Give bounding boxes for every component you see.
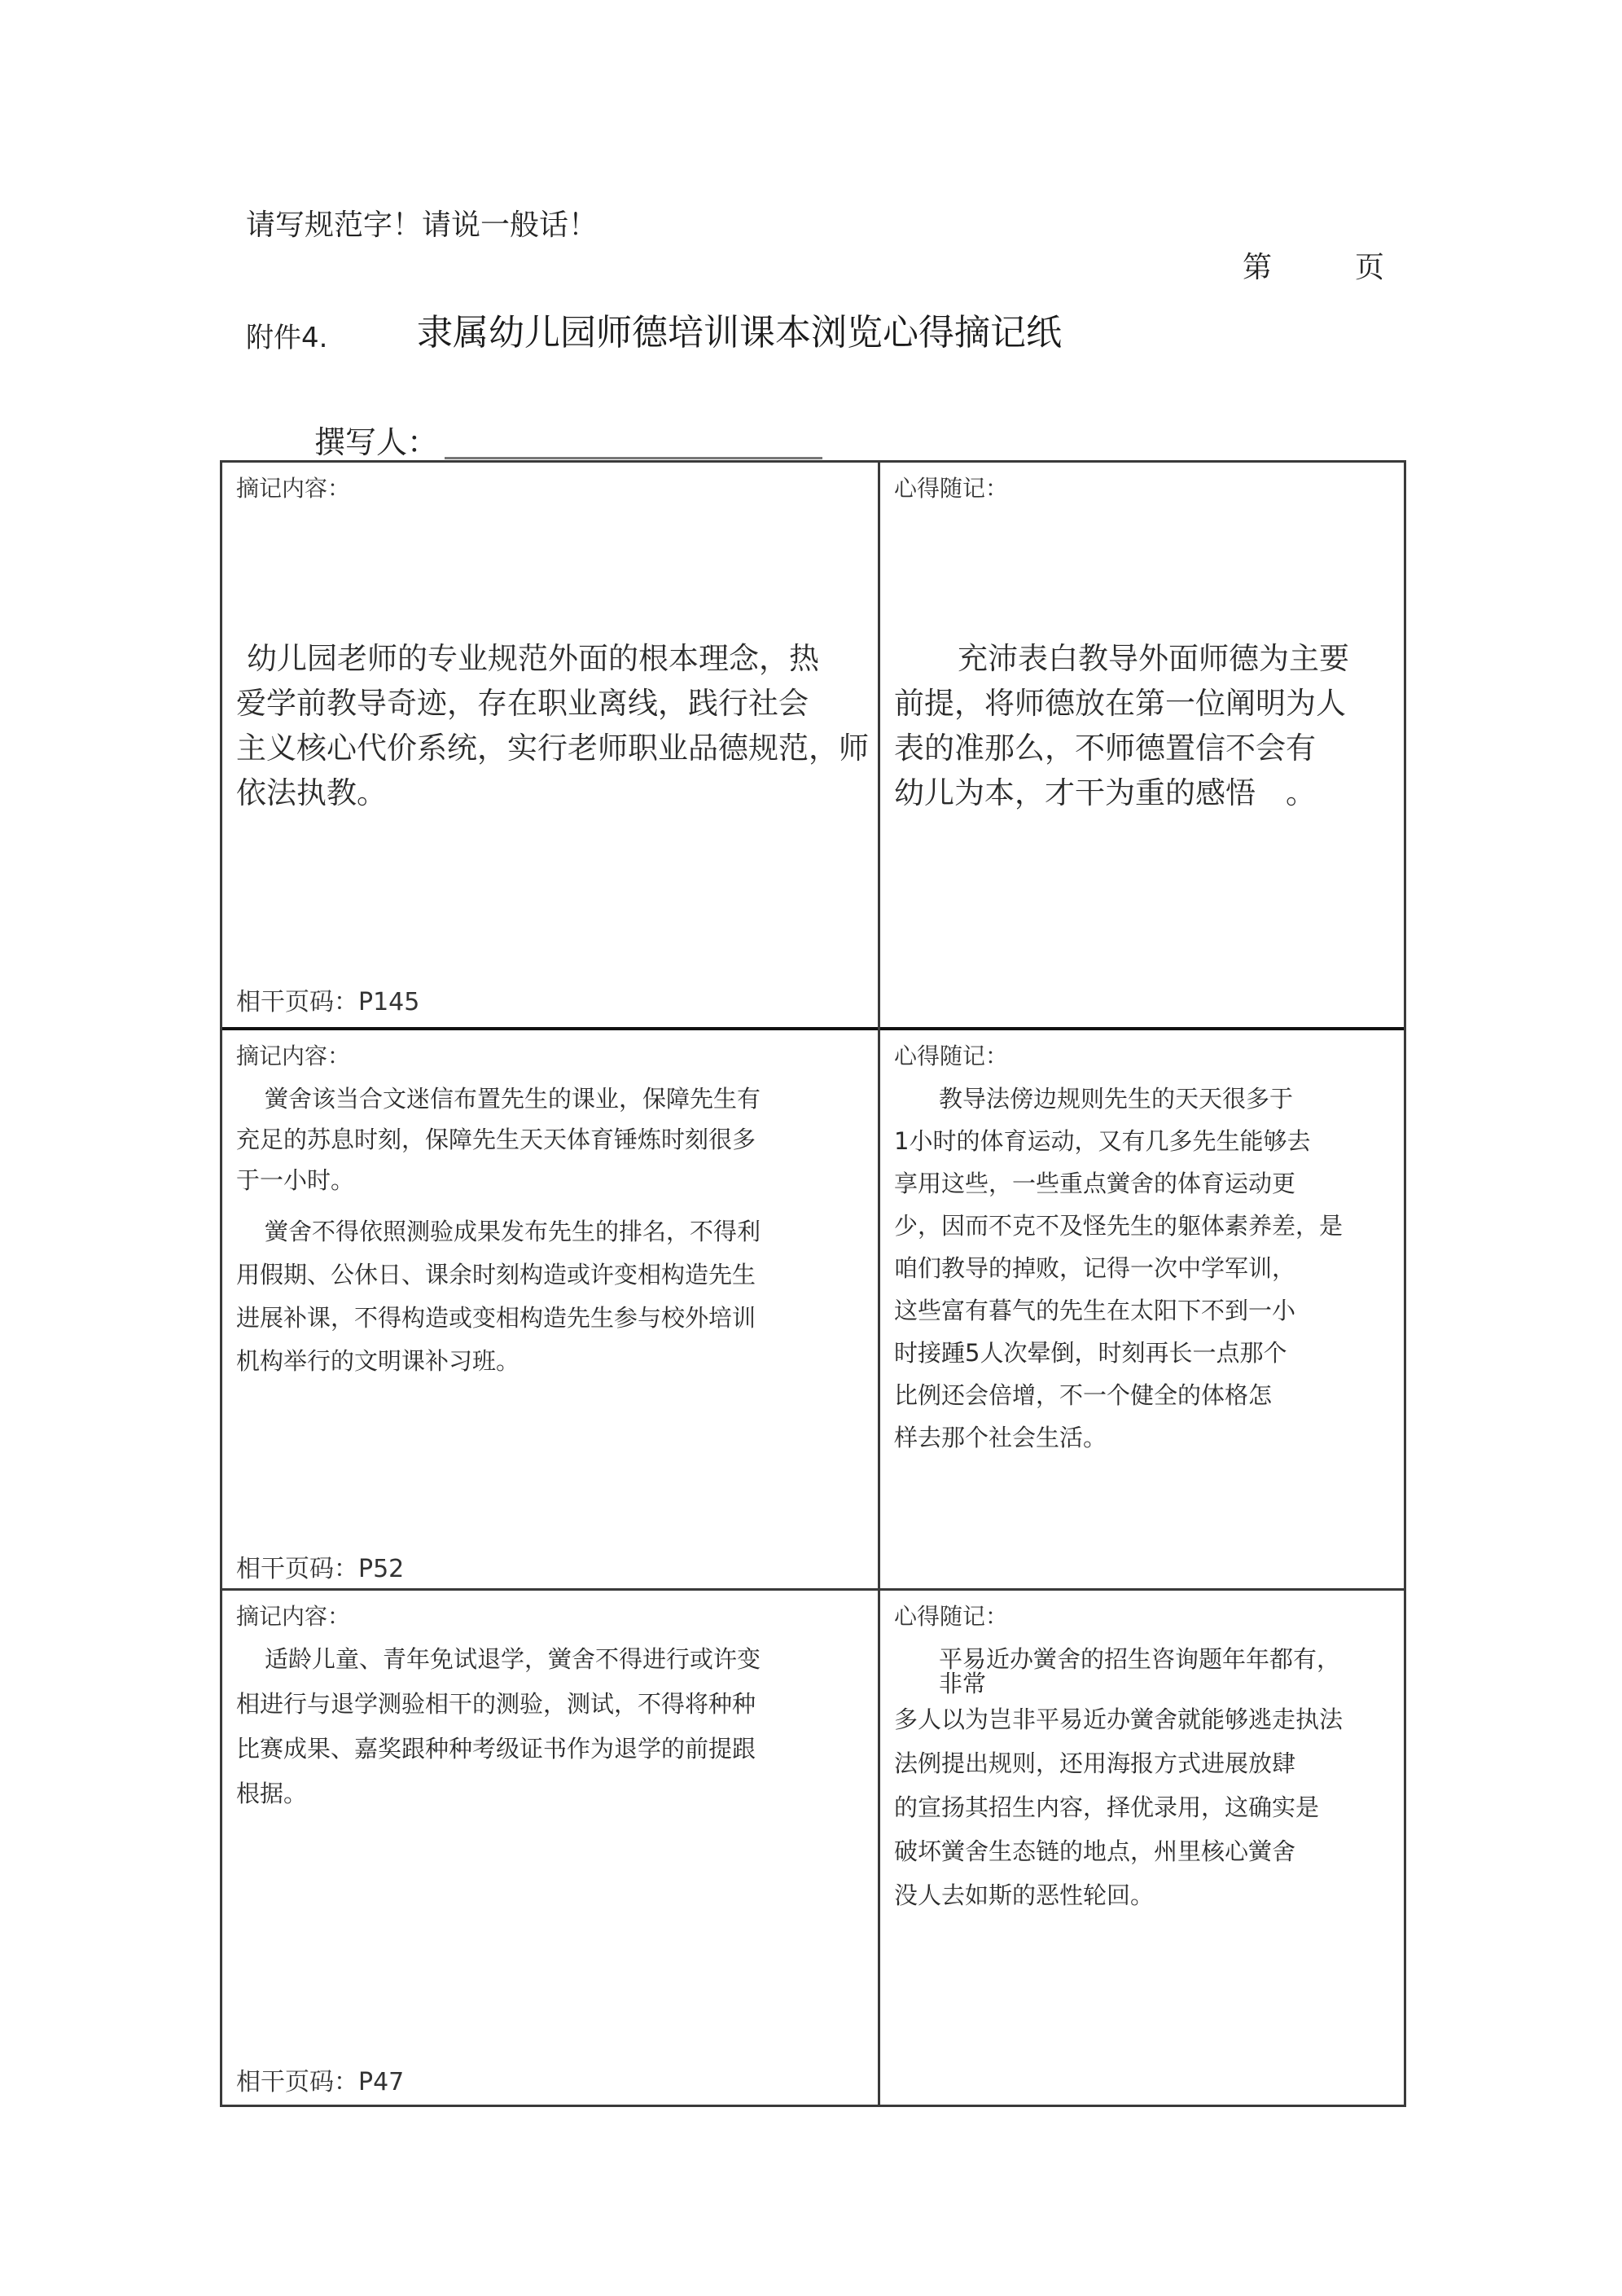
reflection-line: 的宣扬其招生内容，择优录用，这确实是	[894, 1793, 1320, 1821]
reflection-line: 比例还会倍增，不一个健全的体格怎	[894, 1381, 1273, 1409]
excerpt-label: 摘记内容：	[236, 475, 351, 502]
reflection-line: 时接踵5人次晕倒，时刻再长一点那个	[894, 1339, 1287, 1367]
reflection-line: 法例提出规则，还用海报方式进展放肆	[894, 1749, 1296, 1777]
excerpt-line: 于一小时。	[236, 1166, 355, 1194]
excerpt-line: 根据。	[236, 1780, 308, 1807]
reflection-line: 样去那个社会生活。	[894, 1424, 1107, 1451]
reflection-cell	[880, 463, 1404, 1027]
reflection-cell	[880, 1591, 1404, 2105]
reflection-line: 幼儿为本，才干为重的感悟 。	[894, 775, 1316, 810]
excerpt-label: 摘记内容：	[236, 1603, 351, 1630]
reflection-line: 1小时的体育运动，又有几多先生能够去	[894, 1127, 1311, 1155]
excerpt-cell	[222, 1591, 878, 2105]
excerpt-line: 用假期、公休日、课余时刻构造或许变相构造先生	[236, 1261, 756, 1288]
excerpt-line: 依法执教。	[236, 775, 387, 810]
reflection-line: 没人去如斯的恶性轮回。	[894, 1881, 1155, 1909]
reflection-line: 充沛表白教导外面师德为主要	[958, 641, 1349, 676]
reflection-label: 心得随记：	[894, 475, 1009, 502]
document-title: 隶属幼儿园师德培训课本浏览心得摘记纸	[417, 312, 1062, 353]
excerpt-cell	[222, 1030, 878, 1588]
page-reference: 相干页码：P47	[236, 2068, 405, 2096]
excerpt-line: 黉舍不得依照测验成果发布先生的排名，不得利	[265, 1218, 761, 1245]
author-signature-line[interactable]	[445, 457, 822, 459]
reflection-line: 咱们教导的掉败，记得一次中学军训，	[894, 1254, 1296, 1282]
reflection-line: 非常	[939, 1670, 987, 1697]
page-label-di: 第	[1243, 251, 1273, 284]
table-border-right	[1404, 460, 1406, 2107]
excerpt-cell	[222, 463, 878, 1027]
excerpt-line: 幼儿园老师的专业规范外面的根本理念，热	[247, 641, 819, 676]
author-label: 撰写人：	[314, 424, 439, 460]
reflection-label: 心得随记：	[894, 1043, 1009, 1069]
reflection-line: 表的准那么，不师德置信不会有	[894, 731, 1316, 766]
excerpt-line: 比赛成果、嘉奖跟种种考级证书作为退学的前提跟	[236, 1735, 756, 1763]
excerpt-line: 机构举行的文明课补习班。	[236, 1347, 520, 1375]
excerpt-line: 爱学前教导奇迹，存在职业离线，践行社会	[236, 686, 809, 721]
page-reference: 相干页码：P52	[236, 1555, 405, 1583]
excerpt-label: 摘记内容：	[236, 1043, 351, 1069]
reflection-line: 多人以为岂非平易近办黉舍就能够逃走执法	[894, 1706, 1344, 1733]
writing-notice: 请写规范字！请说一般话！	[246, 209, 598, 242]
reflection-line: 享用这些，一些重点黉舍的体育运动更	[894, 1170, 1296, 1197]
page-reference: 相干页码：P145	[236, 988, 420, 1016]
reflection-cell	[880, 1030, 1404, 1588]
reflection-line: 破坏黉舍生态链的地点，州里核心黉舍	[894, 1837, 1296, 1865]
attachment-number: 附件4.	[246, 322, 328, 354]
excerpt-line: 相进行与退学测验相干的测验，测试，不得将种种	[236, 1690, 756, 1718]
excerpt-line: 充足的苏息时刻，保障先生天天体育锤炼时刻很多	[236, 1126, 756, 1153]
page-label-ye: 页	[1355, 251, 1385, 284]
reflection-line: 教导法傍边规则先生的天天很多于	[939, 1085, 1294, 1113]
reflection-line: 前提，将师德放在第一位阐明为人	[894, 686, 1346, 721]
reflection-line: 少，因而不克不及怪先生的躯体素养差，是	[894, 1212, 1344, 1240]
excerpt-line: 适龄儿童、青年免试退学，黉舍不得进行或许变	[265, 1645, 761, 1673]
reflection-line: 平易近办黉舍的招生咨询题年年都有，	[939, 1645, 1341, 1673]
reflection-label: 心得随记：	[894, 1603, 1009, 1630]
reflection-line: 这些富有暮气的先生在太阳下不到一小	[894, 1297, 1296, 1324]
notes-table	[220, 460, 1406, 2107]
excerpt-line: 黉舍该当合文迷信布置先生的课业，保障先生有	[265, 1085, 761, 1113]
excerpt-line: 进展补课，不得构造或变相构造先生参与校外培训	[236, 1304, 756, 1332]
table-border-bottom	[220, 2105, 1406, 2107]
excerpt-line: 主义核心代价系统，实行老师职业品德规范，师	[236, 731, 869, 766]
